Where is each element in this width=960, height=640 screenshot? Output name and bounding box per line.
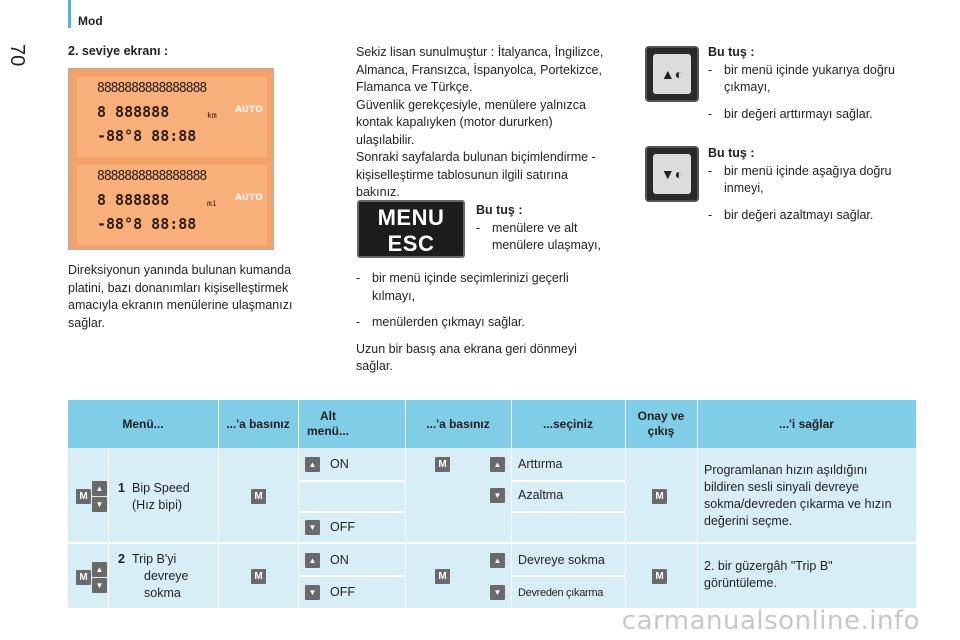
lcd-auto-label: AUTO [235, 193, 263, 203]
up-button-image [645, 46, 699, 102]
m-key-icon: M [76, 489, 91, 504]
lcd-dot-row: 8888888888888888 [97, 81, 207, 96]
settings-table [68, 400, 916, 608]
intro-paragraph: Sekiz lisan sunulmuştur : İtalyanca, İngilizce, Almanca, Fransızca, İspanyolca, Portekizce, Flamanca ve Türkçe. Güvenlik gerekçesiyle, menülere yalnızca kontak kapalıyken (motor dururken) ulaşılabilir. Sonraki sayfalarda bulunan biçimlendirme - kişiselleştirme tablosunun ilgili satırına bakınız. [356, 45, 604, 199]
watermark: carmanualsonline.info [621, 606, 920, 636]
result-text: Programlanan hızın aşıldığını bildiren sesli sinyali devreye sokma/devreden çıkarma ve hızın değerini seçme. [704, 463, 892, 528]
up-key-icon: ▲ [92, 481, 107, 496]
m-key-icon: M [435, 569, 450, 584]
lcd-temp-clock: -88°8 88:88 [97, 215, 197, 233]
th-press1: ...'a basınız [226, 416, 290, 431]
m-key-icon: M [652, 489, 667, 504]
th-submenu: Alt menü... [306, 409, 349, 438]
menu-item-num: 2 [118, 552, 125, 566]
up-key-icon: ▲ [305, 457, 320, 472]
submenu-on: ON [330, 457, 349, 471]
screen-title: 2. seviye ekranı : [68, 44, 169, 58]
down-key-icon: ▼ [490, 585, 505, 600]
m-key-icon: M [435, 457, 450, 472]
menu-item-num: 1 [118, 481, 125, 495]
down-key-icon: ▼ [92, 497, 107, 512]
th-menu: Menü... [122, 416, 164, 431]
down-button-desc: Bu tuş : - bir menü içinde aşağıya doğru inmeyi, - bir değeri azaltmayı sağlar. [708, 145, 891, 224]
m-key-icon: M [251, 489, 266, 504]
th-result: ...'i sağlar [779, 416, 834, 431]
down-key-icon: ▼ [92, 578, 107, 593]
lcd-mi-screen [77, 165, 267, 245]
up-button-desc: Bu tuş : - bir menü içinde yukarıya doğru çıkmayı, - bir değeri arttırmayı sağlar. [708, 44, 895, 123]
submenu-off: OFF [330, 520, 355, 534]
m-key-icon: M [251, 569, 266, 584]
down-key-icon: ▼ [305, 520, 320, 535]
select-decrease: Azaltma [518, 488, 564, 502]
th-confirm: Onay ve çıkış [637, 409, 685, 438]
lcd-odometer: 8 888888 [97, 191, 170, 209]
section-title: Mod [78, 14, 103, 28]
up-key-icon: ▲ [490, 553, 505, 568]
select-increase: Arttırma [518, 457, 563, 471]
up-key-icon: ▲ [92, 562, 107, 577]
submenu-off: OFF [330, 585, 355, 599]
lcd-auto-label: AUTO [235, 105, 263, 115]
up-key-icon: ▲ [305, 553, 320, 568]
lcd-dot-row: 8888888888888888 [97, 169, 207, 184]
up-arrow-icon: ▲◐ [660, 66, 684, 82]
th-select: ...seçiniz [542, 416, 594, 431]
lcd-km-screen [77, 77, 267, 157]
menu-esc-button-image: MENU ESC [357, 200, 465, 258]
menu-item-name: Trip B'yi devreye sokma [132, 552, 189, 600]
page-number: 70 [6, 44, 28, 67]
th-press2: ...'a basınız [426, 416, 490, 431]
select-enable: Devreye sokma [518, 553, 605, 567]
down-arrow-icon: ▼◐ [660, 166, 684, 182]
header-accent-bar [68, 0, 71, 28]
down-button-image [645, 146, 699, 202]
result-text: 2. bir güzergâh "Trip B" görüntüleme. [704, 559, 833, 590]
menu-button-desc: Bu tuş : - menülere ve alt menülere ulaşmayı, [476, 202, 601, 255]
down-key-icon: ▼ [305, 585, 320, 600]
lcd-odometer: 8 888888 [97, 103, 170, 121]
left-paragraph: Direksiyonun yanında bulunan kumanda platini, bazı donanımları kişiselleştirmek amacıyla ekranın menülerine ulaşmanızı sağlar. [68, 263, 293, 330]
m-key-icon: M [76, 570, 91, 585]
lcd-unit-mi: mi [207, 199, 217, 208]
up-key-icon: ▲ [490, 457, 505, 472]
down-key-icon: ▼ [490, 488, 505, 503]
lcd-unit-km: km [207, 111, 217, 120]
menu-item-name: Bip Speed (Hız bipi) [132, 481, 190, 512]
submenu-on: ON [330, 553, 349, 567]
lcd-temp-clock: -88°8 88:88 [97, 127, 197, 145]
lcd-display-image [68, 68, 274, 250]
m-key-icon: M [652, 569, 667, 584]
select-disable: Devreden çıkarma [518, 587, 604, 599]
menu-button-desc-cont: - bir menü içinde seçimlerinizi geçerli kılmayı, - menülerden çıkmayı sağlar. Uzun bir basış ana ekrana geri dönmeyi sağlar. [356, 270, 636, 376]
table-header [68, 400, 916, 448]
